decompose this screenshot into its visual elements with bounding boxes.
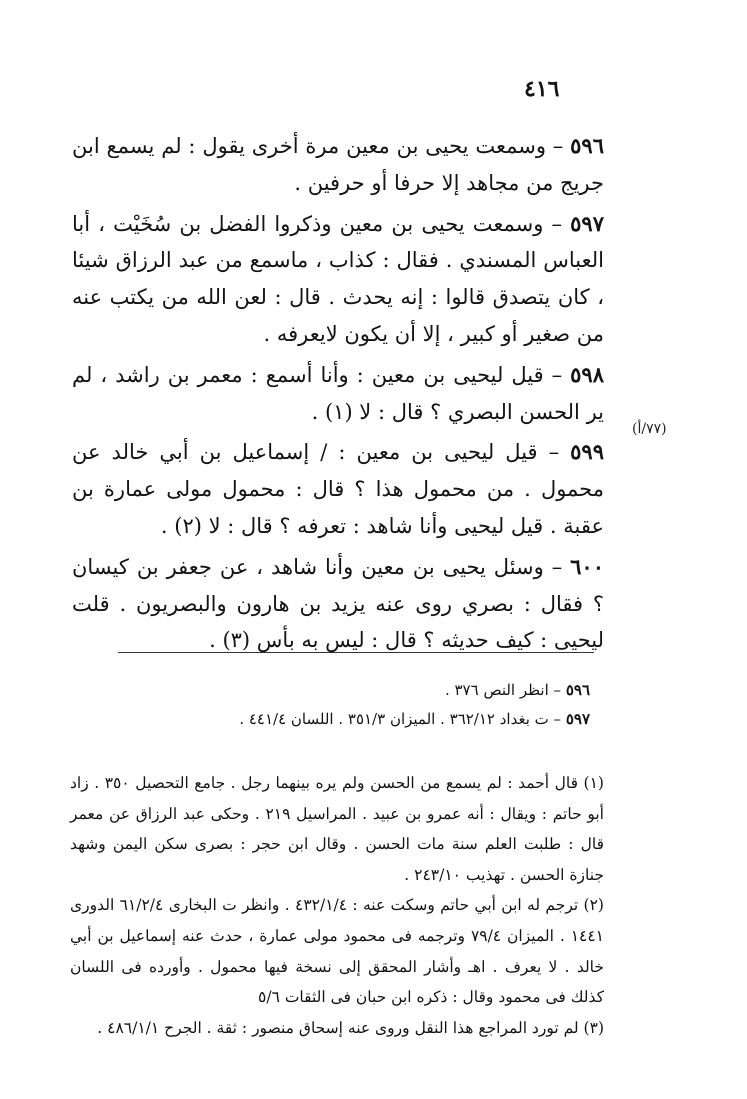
entry-598 [72, 357, 604, 431]
entry-596 [72, 128, 604, 202]
footnote [70, 1013, 604, 1044]
entry-number: ٥٩٦ [570, 133, 604, 158]
ref-line [160, 676, 590, 705]
footnote-marker: (١) [583, 774, 604, 792]
footnote-text: ترجم له ابن أبي حاتم وسكت عنه : ٤٣٢/١/٤ . وانظر ت البخارى ٦١/٢/٤ الدورى ١٤٤١ . الميزان ٧٩/٤ وترجمه فى محمود مولى عمارة ، حدث عنه إسماعيل بن أبي خالد . لا يعرف . اهـ وأشار المحقق إلى نسخة فيها محمول . وأورده فى اللسان كذلك فى محمود وقال : ذكره ابن حبان فى الثقات ٥/٦ [70, 896, 604, 1007]
entry-number: ٦٠٠ [570, 553, 604, 579]
ref-text: – انظر النص ٣٧٦ . [444, 681, 562, 699]
entry-text: – قيل ليحيى بن معين : / إسماعيل بن أبي خالد عن محمول . من محمول هذا ؟ قال : محمول مولى عمارة بن عقبة . قيل ليحيى وأنا شاهد : تعرفه ؟ قال : لا (٢) . [72, 440, 604, 538]
entry-text: – وسمعت يحيى بن معين وذكروا الفضل بن سُخَيْت ، أبا العباس المسندي . فقال : كذاب ، ماسمع من عبد الرزاق شيئا ، كان يتصدق قالوا : إنه يحدث . قال : لعن الله من يكتب عنه من صغير أو كبير ، إلا أن يكون لايعرفه . [72, 211, 604, 346]
manuscript-folio-ref: (٧٧/أ) [632, 421, 667, 437]
entry-text: – وسمعت يحيى بن معين مرة أخرى يقول : لم يسمع ابن جريج من مجاهد إلا حرفا أو حرفين . [72, 134, 604, 195]
source-references [160, 676, 590, 734]
footnote-marker: (٢) [583, 896, 604, 915]
entry-number: ٥٩٧ [570, 210, 604, 236]
entry-number: ٥٩٩ [570, 439, 604, 465]
ref-number: ٥٩٧ [565, 710, 590, 728]
ref-text: – ت بغداد ٣٦٢/١٢ . الميزان ٣٥١/٣ . اللسان ٤٤١/٤ . [239, 710, 562, 728]
entry-600 [72, 549, 604, 659]
footnotes [70, 768, 604, 1043]
footnote-marker: (٣) [583, 1018, 604, 1037]
footnote [70, 768, 604, 890]
footnote-divider [118, 652, 594, 653]
page-number: ٤١٦ [524, 76, 560, 102]
ref-line [160, 705, 590, 734]
footnote-text: قال أحمد : لم يسمع من الحسن ولم يره بينهما رجل . جامع التحصيل ٣٥٠ . زاد أبو حاتم : ويقال : أنه عمرو بن عبيد . المراسيل ٢١٩ . وحكى عبد الرزاق عن معمر قال : طلبت العلم سنة مات الحسن . وقال ابن حجر : بصرى سكن اليمن وشهد جنازة الحسن . تهذيب ٢٤٣/١٠ . [70, 774, 604, 884]
footnote [70, 890, 604, 1012]
ref-number: ٥٩٦ [565, 681, 590, 699]
entry-text: – وسئل يحيى بن معين وأنا شاهد ، عن جعفر بن كيسان ؟ فقال : بصري روى عنه يزيد بن هارون والبصريون . قلت ليحيى : كيف حديثه ؟ قال : ليس به بأس (٣) . [72, 554, 604, 653]
entry-text: – قيل ليحيى بن معين : وأنا أسمع : معمر بن راشد ، لم ير الحسن البصري ؟ قال : لا (١) . [72, 362, 604, 424]
entry-599 [72, 434, 604, 544]
entry-number: ٥٩٨ [570, 361, 604, 387]
entry-597 [72, 206, 604, 353]
main-text [72, 128, 604, 659]
footnote-text: لم تورد المراجع هذا النقل وروى عنه إسحاق منصور : ثقة . الجرح ٤٨٦/١/١ . [97, 1018, 579, 1037]
